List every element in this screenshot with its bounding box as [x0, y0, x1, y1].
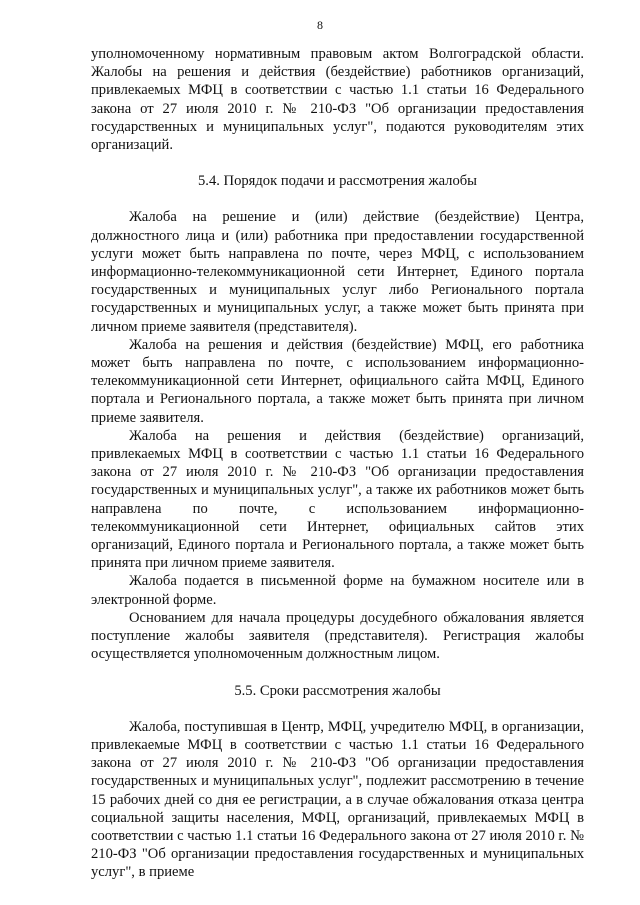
section-heading-5-5: 5.5. Сроки рассмотрения жалобы: [234, 682, 441, 699]
paragraph-5-4-1: Жалоба на решение и (или) действие (бездействие) Центра, должностного лица и (или) работника при предоставлении государственной услуги может быть направлена по почте, через МФЦ, с использованием информационно-телекоммуникационной сети Интернет, Единого портала государственных и муниципальных услуг либо Регионального портала государственных и муниципальных услуг, а также может быть принята при личном приеме заявителя (представителя).: [91, 209, 584, 335]
paragraph-5-5-1: Жалоба, поступившая в Центр, МФЦ, учредителю МФЦ, в организации, привлекаемые МФЦ в соответствии с частью 1.1 статьи 16 Федерального закона от 27 июля 2010 г. № 210-ФЗ "Об организации предоставления государственных и муниципальных услуг", подлежит рассмотрению в течение 15 рабочих дней со дня ее регистрации, а в случае обжалования отказа центра социальной защиты населения, МФЦ, организаций, привлекаемых МФЦ в соответствии с частью 1.1 статьи 16 Федерального закона от 27 июля 2010 г. № 210-ФЗ "Об организации предоставления государственных и муниципальных услуг", в приеме: [91, 718, 584, 881]
page-number: 8: [317, 18, 323, 32]
paragraph-5-4-2: Жалоба на решения и действия (бездействие) МФЦ, его работника может быть направлена по почте, с использованием информационно-телекоммуникационной сети Интернет, официального сайта МФЦ, Единого портала и Регионального портала, а также может быть принята при личном приеме заявителя.: [91, 336, 584, 426]
section-heading-5-4: 5.4. Порядок подачи и рассмотрения жалобы: [198, 173, 477, 190]
document-body: [91, 45, 584, 882]
continuation-paragraph: уполномоченному нормативным правовым актом Волгоградской области. Жалобы на решения и действия (бездействие) работников организаций, привлекаемых МФЦ в соответствии с частью 1.1 статьи 16 Федерального закона от 27 июля 2010 г. № 210-ФЗ "Об организации предоставления государственных и муниципальных услуг", подаются руководителям этих организаций.: [91, 46, 584, 154]
paragraph-5-4-4: Жалоба подается в письменной форме на бумажном носителе или в электронной форме.: [91, 573, 584, 608]
paragraph-5-4-3: Жалоба на решения и действия (бездействие) организаций, привлекаемых МФЦ в соответствии с частью 1.1 статьи 16 Федерального закона от 27 июля 2010 г. № 210-ФЗ "Об организации предоставления государственных и муниципальных услуг", а также их работников может быть направлена по почте, с использованием информационно-телекоммуникационной сети Интернет, официальных сайтов этих организаций, Единого портала и Регионального портала, а также может быть принята при личном приеме заявителя.: [91, 427, 584, 572]
paragraph-5-4-5: Основанием для начала процедуры досудебного обжалования является поступление жалобы заявителя (представителя). Регистрация жалобы осуществляется уполномоченным должностным лицом.: [91, 609, 584, 663]
